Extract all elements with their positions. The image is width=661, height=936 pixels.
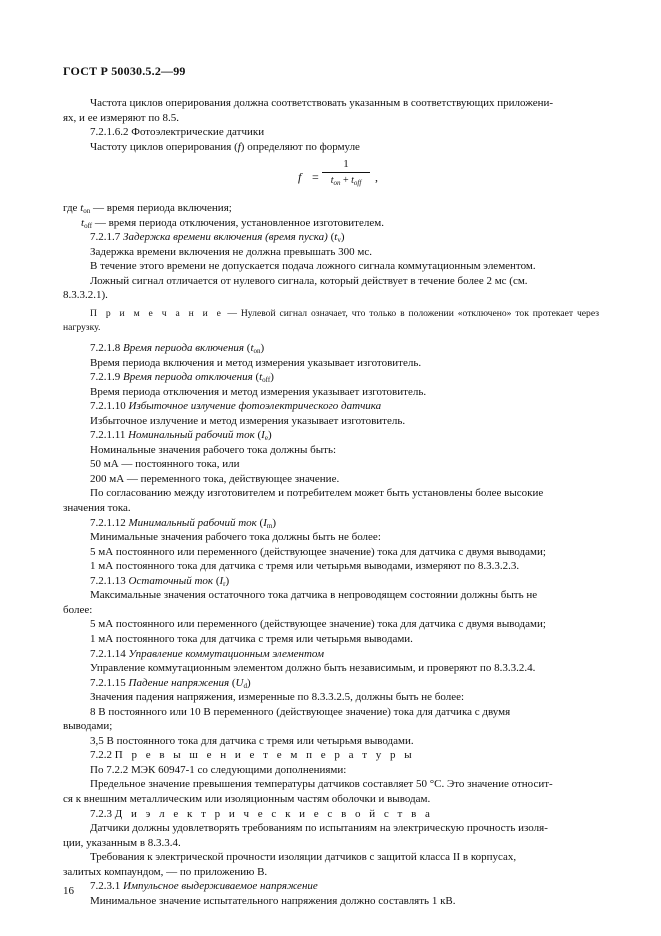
italic-title: Время периода включения: [123, 342, 245, 355]
paragraph: [63, 274, 599, 289]
paragraph: [63, 457, 599, 472]
text-line: 5 мА постоянного или переменного (действующее значение) тока для датчика с двумя выводами;: [90, 545, 546, 558]
paragraph: [63, 894, 599, 909]
text-line: Задержка времени включения не должна превышать 300 мс.: [90, 245, 372, 258]
paragraph: [63, 821, 599, 836]
formula-comma: ,: [375, 170, 378, 185]
text-line: ции, указанным в 8.3.3.4.: [63, 836, 181, 849]
text-run: ): [260, 342, 265, 355]
page-number: 16: [63, 885, 74, 897]
text-line: Значения падения напряжения, измеренные по 8.3.3.2.5, должны быть не более:: [90, 691, 465, 704]
text-line: 7.2.1.6.2 Фотоэлектрические датчики: [90, 126, 265, 139]
text-run: 7.2.2: [90, 749, 115, 762]
subsection-heading: [63, 574, 599, 589]
subsection-heading: [63, 230, 599, 245]
text-run: 7.2.1.10: [90, 400, 129, 413]
text-line: Минимальные значения рабочего тока должны быть не более:: [90, 531, 381, 544]
text-run: 7.2.1.15: [90, 676, 129, 689]
subscript: r: [223, 579, 226, 588]
text-run: 7.2.1.12: [90, 516, 129, 529]
text-line: выводами;: [63, 720, 113, 733]
text-line: Управление коммутационным элементом должно быть независимым, и проверяют по 8.3.3.2.4.: [90, 662, 536, 675]
text-run: 7.2.1.8: [90, 342, 123, 355]
text-line: 8.3.3.2.1).: [63, 289, 108, 302]
subsection-heading: [63, 428, 599, 443]
paragraph: [63, 763, 599, 778]
text-line: Предельное значение превышения температуры датчиков составляет 50 °С. Это значение относит-: [90, 778, 553, 791]
italic-title: Время периода отключения: [123, 371, 253, 384]
symbol-t: t: [80, 202, 84, 215]
text-line: Время периода включения и метод измерения указывает изготовитель.: [90, 356, 422, 369]
paragraph: [63, 617, 599, 632]
subsection-heading: [63, 676, 599, 691]
subsection-heading: [63, 399, 599, 414]
italic-title: Номинальный рабочий ток: [128, 429, 255, 442]
text-run: — время периода отключения, установленное изготовителем.: [92, 216, 384, 229]
paragraph-cont: [63, 288, 599, 303]
document-body: [63, 96, 599, 908]
text-line: ях, и ее измеряют по 8.5.: [63, 111, 179, 124]
subscript: e: [264, 434, 268, 443]
text-run: (: [254, 429, 262, 442]
text-run: (: [252, 371, 260, 384]
text-run: (: [327, 231, 335, 244]
formula-denominator: [322, 174, 370, 187]
text-run: 7.2.1.13: [90, 574, 129, 587]
subsection-heading: [63, 341, 599, 356]
text-line: Время периода отключения и метод измерения указывает изготовитель.: [90, 385, 427, 398]
spaced-title: Д и э л е к т р и ч е с к и е с в о й с т в а: [114, 807, 433, 820]
subscript: v: [337, 236, 341, 245]
paragraph: [63, 734, 599, 749]
paragraph-cont: [63, 603, 599, 618]
symbol: t: [250, 342, 254, 355]
note-label: П р и м е ч а н и е: [90, 308, 224, 320]
text-run: 7.2.3.1: [90, 880, 123, 893]
paragraph: [63, 661, 599, 676]
paragraph: [63, 530, 599, 545]
paragraph: [63, 245, 599, 260]
symbol: I: [219, 574, 224, 587]
text-line: Максимальные значения остаточного тока датчика в непроводящем состоянии должны быть не: [90, 589, 538, 602]
paragraph: [63, 690, 599, 705]
subsection-heading: [63, 125, 599, 140]
text-line: 1 мА постоянного тока для датчика с тремя или четырьмя выводами, измеряют по 8.3.3.2.3.: [90, 560, 520, 573]
formula-frequency: [63, 154, 599, 201]
section-heading: [63, 748, 599, 763]
symbol: t: [334, 231, 338, 244]
formula-var: t: [330, 175, 334, 187]
paragraph: [63, 356, 599, 371]
subsection-heading: [63, 516, 599, 531]
paragraph: [63, 777, 599, 792]
symbol: I: [263, 516, 267, 529]
text-line: По согласованию между изготовителем и потребителем может быть установлены более высокие: [90, 487, 544, 500]
subsection-heading: [63, 879, 599, 894]
italic-title: Падение напряжения: [128, 676, 230, 689]
text-run: ): [272, 516, 277, 529]
spaced-title: П р е в ы ш е н и е т е м п е р а т у р ы: [114, 749, 415, 762]
page-header: ГОСТ Р 50030.5.2—99: [63, 64, 186, 78]
subscript: on: [83, 207, 91, 216]
formula-sub: off: [353, 179, 362, 188]
subsection-heading: [63, 647, 599, 662]
text-line: Номинальные значения рабочего тока должны быть:: [90, 443, 337, 456]
paragraph: [63, 443, 599, 458]
italic-title: Избыточное излучение фотоэлектрического датчика: [128, 400, 382, 413]
text-line: 200 мА — переменного тока, действующее значение.: [90, 472, 340, 485]
paragraph: [63, 259, 599, 274]
text-line: 3,5 В постоянного тока для датчика с тремя или четырьмя выводами.: [90, 734, 414, 747]
italic-title: Импульсное выдерживаемое напряжение: [123, 880, 318, 893]
symbol: I: [261, 429, 265, 442]
paragraph: [63, 588, 599, 603]
formula-numerator: 1: [343, 158, 349, 171]
text-run: 7.2.1.11: [90, 429, 129, 442]
formula-lhs: f: [298, 170, 302, 185]
text-line: В течение этого времени не допускается подача ложного сигнала коммутационным элементом.: [90, 260, 536, 273]
fraction-bar: [322, 172, 370, 173]
text-line: Избыточное излучение и метод измерения указывает изготовитель.: [90, 414, 406, 427]
text-line: Датчики должны удовлетворять требованиям по испытаниям на электрическую прочность изоля-: [90, 822, 548, 835]
paragraph-cont: [63, 719, 599, 734]
note-text: — Нулевой сигнал означает, что только в положении «отключено» ток протекает через нагрузку.: [63, 308, 600, 334]
text-run: ): [225, 574, 230, 587]
text-line: По 7.2.2 МЭК 60947-1 со следующими дополнениями:: [90, 763, 347, 776]
text-run: 7.2.1.7: [90, 231, 123, 244]
paragraph-cont: [63, 836, 599, 851]
text-run: (: [256, 516, 264, 529]
section-heading: [63, 807, 599, 822]
text-run: (: [244, 342, 251, 355]
subscript: off: [84, 221, 93, 230]
text-run: ): [267, 429, 272, 442]
symbol: U: [235, 676, 244, 689]
paragraph-cont: [63, 792, 599, 807]
formula-sub: on: [333, 179, 341, 188]
definition: [63, 201, 599, 216]
note: [63, 307, 599, 335]
text-run: 7.2.1.9: [90, 371, 123, 384]
text-line: 50 мА — постоянного тока, или: [90, 458, 240, 471]
italic-title: Задержка времени включения (время пуска): [123, 231, 328, 244]
italic-title: Управление коммутационным элементом: [128, 647, 325, 660]
text-line: Минимальное значение испытательного напряжения должно составлять 1 кВ.: [90, 894, 456, 907]
text-run: — время периода включения;: [90, 202, 232, 215]
text-run: ) определяют по формуле: [240, 140, 360, 153]
paragraph: [63, 545, 599, 560]
paragraph: [63, 850, 599, 865]
paragraph-cont: [63, 111, 599, 126]
text-run: ): [270, 371, 274, 384]
formula-equals: =: [312, 170, 319, 185]
italic-title: Минимальный рабочий ток: [128, 516, 257, 529]
paragraph: [63, 472, 599, 487]
text-line: Требования к электрической прочности изоляции датчиков с защитой класса II в корпусах,: [90, 851, 517, 864]
text-run: (: [229, 676, 236, 689]
paragraph-cont: [63, 865, 599, 880]
text-run: ): [340, 231, 345, 244]
subscript: d: [243, 681, 247, 690]
text-line: значения тока.: [63, 502, 131, 515]
text-run: 7.2.3: [90, 807, 115, 820]
paragraph: [63, 414, 599, 429]
text-run: (: [213, 574, 220, 587]
italic-title: Остаточный ток: [128, 574, 214, 587]
formula-var: t: [351, 175, 354, 187]
paragraph-cont: [63, 501, 599, 516]
text-line: 8 В постоянного или 10 В переменного (действующее значение) тока для датчика с двумя: [90, 705, 511, 718]
formula-op: +: [340, 175, 352, 187]
symbol: t: [259, 371, 263, 384]
paragraph: [63, 632, 599, 647]
paragraph: [63, 96, 599, 111]
text-line: Ложный сигнал отличается от нулевого сигнала, который действует в течение более 2 мс (см.: [90, 274, 528, 287]
paragraph: [63, 385, 599, 400]
text-run: 7.2.1.14: [90, 647, 129, 660]
paragraph: [63, 140, 599, 155]
text-line: более:: [63, 603, 93, 616]
text-run: ): [246, 676, 251, 689]
paragraph: [63, 486, 599, 501]
symbol-f: f: [237, 140, 241, 153]
text-line: 5 мА постоянного или переменного (действующее значение) тока для датчика с двумя выводами;: [90, 618, 546, 631]
text-run: Частоту циклов оперирования (: [90, 140, 238, 153]
paragraph: [63, 705, 599, 720]
text-run: где: [63, 202, 81, 215]
subscript: m: [266, 521, 273, 530]
text-line: ся к внешним металлическим или изоляционным частям оболочки и выводам.: [63, 792, 431, 805]
text-line: 1 мА постоянного тока для датчика с тремя или четырьмя выводами.: [90, 632, 413, 645]
symbol-t: t: [81, 216, 85, 229]
formula-fraction: [322, 158, 370, 187]
subscript: on: [253, 347, 261, 356]
subsection-heading: [63, 370, 599, 385]
subscript: off: [262, 376, 271, 385]
text-line: залитых компаундом, — по приложению В.: [63, 865, 268, 878]
definition: [63, 216, 599, 231]
paragraph: [63, 559, 599, 574]
text-line: Частота циклов оперирования должна соответствовать указанным в соответствующих приложени-: [90, 97, 554, 109]
